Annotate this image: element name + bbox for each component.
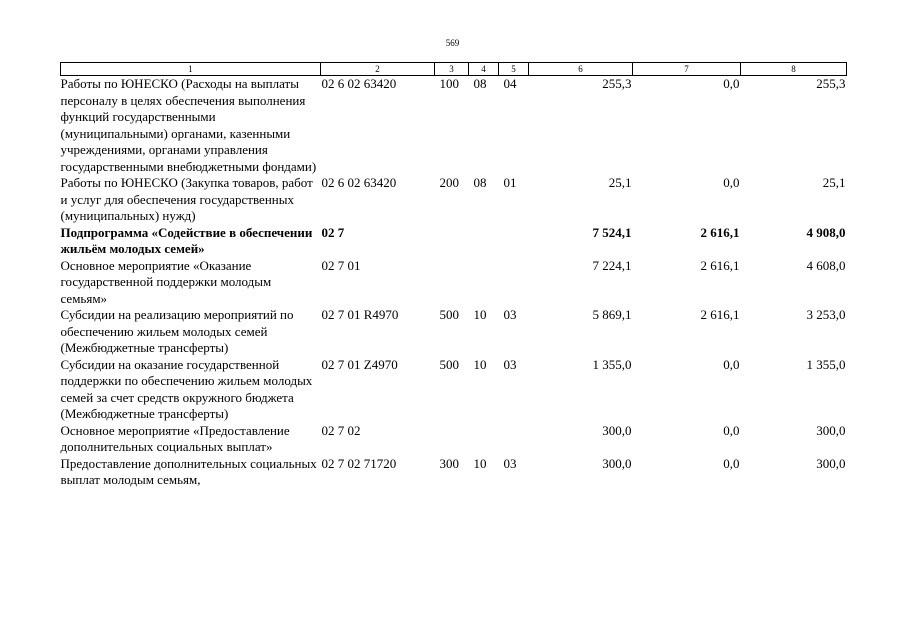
col-8-amount: 1 355,0 — [806, 356, 846, 372]
header-row — [61, 63, 847, 76]
col-7-amount: 0,0 — [723, 422, 740, 438]
item-name: Субсидии на реализацию мероприятий по обеспечению жильем молодых семей (Межбюджетные трансферты) — [60, 307, 294, 355]
col-6-amount: 7 224,1 — [592, 257, 632, 273]
col-5-value: 03 — [503, 307, 517, 322]
col-3-value: 300 — [439, 455, 459, 471]
col-4-value: 10 — [473, 307, 487, 322]
col-7-amount: 2 616,1 — [700, 307, 740, 322]
item-code: 02 7 02 71720 — [321, 455, 397, 471]
col-3-value: 500 — [439, 356, 459, 372]
col-5-value: 03 — [503, 455, 517, 471]
col-4-value: 08 — [473, 175, 487, 190]
table-row — [61, 258, 847, 308]
table-row — [61, 175, 847, 225]
col-8-amount: 3 253,0 — [806, 307, 846, 322]
col-4-value: 10 — [473, 356, 487, 372]
col-3-value: 100 — [439, 76, 459, 91]
column-header: 8 — [741, 63, 847, 76]
item-code: 02 7 02 — [321, 422, 361, 438]
column-header: 7 — [633, 63, 741, 76]
col-3-value — [435, 423, 469, 456]
col-3-value: 500 — [439, 307, 459, 322]
column-header: 1 — [61, 63, 321, 76]
col-7-amount: 2 616,1 — [700, 257, 740, 273]
col-4-value: 10 — [473, 455, 487, 471]
item-code: 02 6 02 63420 — [321, 76, 397, 91]
table-row — [61, 76, 847, 176]
budget-table — [60, 62, 847, 489]
col-7-amount: 2 616,1 — [700, 224, 740, 240]
col-8-amount: 4 908,0 — [806, 224, 846, 240]
col-8-amount: 300,0 — [816, 422, 846, 438]
column-header: 2 — [321, 63, 435, 76]
page-number: 569 — [445, 38, 460, 48]
column-header: 6 — [529, 63, 633, 76]
col-4-value — [469, 258, 499, 308]
item-name: Предоставление дополнительных социальных выплат молодым семьям, — [60, 455, 317, 487]
col-3-value — [435, 258, 469, 308]
column-header: 4 — [469, 63, 499, 76]
col-8-amount: 25,1 — [822, 175, 846, 190]
table-row — [61, 423, 847, 456]
column-header: 5 — [499, 63, 529, 76]
table-row — [61, 307, 847, 357]
col-6-amount: 25,1 — [608, 175, 632, 190]
col-7-amount: 0,0 — [723, 76, 740, 91]
item-name: Работы по ЮНЕСКО (Закупка товаров, работ и услуг для обеспечения государственных (муниципальных) нужд) — [60, 175, 313, 223]
col-8-amount: 255,3 — [816, 76, 846, 91]
item-code: 02 7 01 — [321, 257, 361, 273]
item-name: Основное мероприятие «Оказание государственной поддержки молодым семьям» — [60, 257, 272, 306]
item-name: Работы по ЮНЕСКО (Расходы на выплаты персоналу в целях обеспечения выполнения функций государственными (муниципальными) органами, казенными учреждениями, органами управления государственными внебюджетными фондами) — [60, 76, 317, 174]
col-6-amount: 255,3 — [602, 76, 632, 91]
item-name: Подпрограмма «Содействие в обеспечении жильём молодых семей» — [60, 224, 313, 256]
col-4-value — [469, 225, 499, 258]
col-5-value: 01 — [503, 175, 517, 190]
col-3-value — [435, 225, 469, 258]
item-code: 02 6 02 63420 — [321, 175, 397, 190]
col-8-amount: 300,0 — [816, 455, 846, 471]
col-4-value: 08 — [473, 76, 487, 91]
col-6-amount: 300,0 — [602, 455, 632, 471]
col-7-amount: 0,0 — [723, 175, 740, 190]
col-5-value — [499, 423, 529, 456]
column-header: 3 — [435, 63, 469, 76]
item-name: Субсидии на оказание государственной поддержки по обеспечению жильем молодых семей за счет средств окружного бюджета (Межбюджетные трансферты) — [60, 356, 313, 421]
col-3-value: 200 — [439, 175, 459, 190]
col-6-amount: 7 524,1 — [592, 224, 632, 240]
col-6-amount: 1 355,0 — [592, 356, 632, 372]
col-4-value — [469, 423, 499, 456]
item-name: Основное мероприятие «Предоставление дополнительных социальных выплат» — [60, 422, 290, 454]
table-row — [61, 357, 847, 423]
item-code: 02 7 — [321, 224, 345, 240]
col-5-value: 03 — [503, 356, 517, 372]
col-5-value — [499, 258, 529, 308]
item-code: 02 7 01 Z4970 — [321, 356, 398, 372]
col-7-amount: 0,0 — [723, 455, 740, 471]
col-6-amount: 5 869,1 — [592, 307, 632, 322]
col-5-value — [499, 225, 529, 258]
col-5-value: 04 — [503, 76, 517, 91]
item-code: 02 7 01 R4970 — [321, 307, 399, 322]
col-7-amount: 0,0 — [723, 356, 740, 372]
col-6-amount: 300,0 — [602, 422, 632, 438]
table-row-subprogram — [61, 225, 847, 258]
table-row — [61, 456, 847, 489]
col-8-amount: 4 608,0 — [806, 257, 846, 273]
